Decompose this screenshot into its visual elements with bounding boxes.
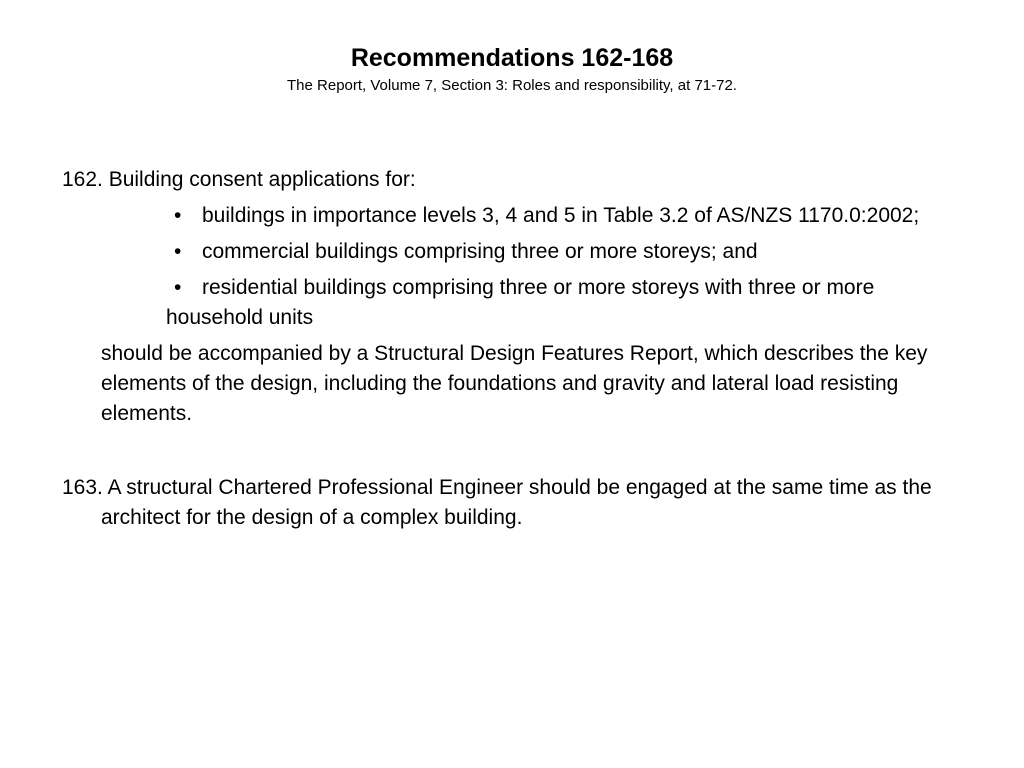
bullet-icon: • [174, 204, 182, 227]
bullet-text: buildings in importance levels 3, 4 and 5 in Table 3.2 of AS/NZS 1170.0:2002; [202, 204, 920, 227]
bullet-icon: • [174, 240, 182, 263]
bullet-item [166, 201, 966, 231]
recommendation-162-continuation: should be accompanied by a Structural Design Features Report, which describes the key elements of the design, including the foundations and gravity and lateral load resisting elements. [101, 342, 928, 425]
bullet-item [166, 273, 966, 333]
bullet-text: commercial buildings comprising three or more storeys; and [202, 240, 758, 263]
slide-title: Recommendations 162-168 [350, 44, 674, 72]
bullet-icon: • [174, 276, 182, 299]
recommendation-162-lead: 162. Building consent applications for: [62, 168, 416, 191]
title-block [0, 42, 1024, 96]
bullet-text: residential buildings comprising three or more storeys with three or more household units [166, 276, 875, 329]
recommendation-163: 163. A structural Chartered Professional Engineer should be engaged at the same time as the architect for the design of a complex building. [62, 476, 932, 529]
slide-content [62, 165, 972, 554]
slide-subtitle: The Report, Volume 7, Section 3: Roles and responsibility, at 71-72. [287, 77, 737, 94]
bullet-item [166, 237, 966, 267]
